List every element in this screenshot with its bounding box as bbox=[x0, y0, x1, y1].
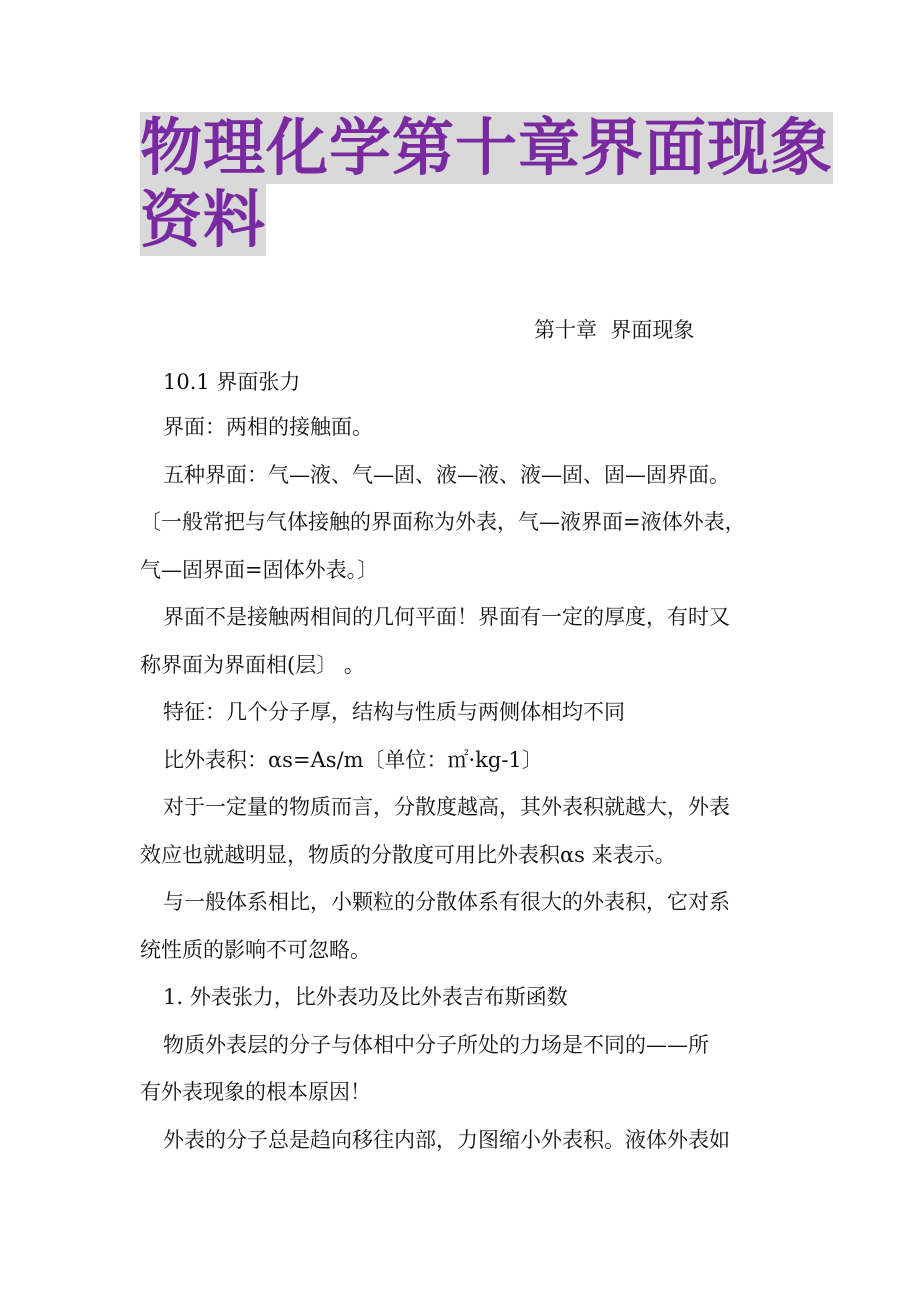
chapter-heading: 第十章 界面现象 bbox=[534, 318, 695, 342]
subsection-heading: 1. 外表张力，比外表功及比外表吉布斯函数 bbox=[163, 985, 568, 1009]
paragraph-line: 比外表积：αs=As/m〔单位：㎡·kg-1〕 bbox=[163, 748, 543, 772]
paragraph-line: 气—固界面=固体外表。〕 bbox=[140, 558, 379, 582]
document-title bbox=[140, 111, 834, 256]
paragraph-line: 对于一定量的物质而言，分散度越高，其外表积就越大，外表 bbox=[163, 795, 730, 819]
paragraph-line: 称界面为界面相(层〕 。 bbox=[140, 653, 365, 677]
paragraph-line: 界面：两相的接触面。 bbox=[163, 415, 373, 439]
paragraph-line: 统性质的影响不可忽略。 bbox=[140, 938, 371, 962]
paragraph-line: 特征：几个分子厚，结构与性质与两侧体相均不同 bbox=[163, 700, 625, 724]
title-line-2: 资料 bbox=[140, 183, 267, 256]
paragraph-line: 五种界面：气—液、气—固、液—液、液—固、固—固界面。 bbox=[163, 463, 730, 487]
paragraph-line: 有外表现象的根本原因！ bbox=[140, 1080, 371, 1104]
paragraph-line: 外表的分子总是趋向移往内部，力图缩小外表积。液体外表如 bbox=[163, 1128, 730, 1152]
paragraph-line: 〔一般常把与气体接触的界面称为外表，气—液界面=液体外表， bbox=[140, 510, 746, 534]
title-line-1: 物理化学第十章界面现象 bbox=[140, 111, 834, 184]
paragraph-line: 物质外表层的分子与体相中分子所处的力场是不同的——所 bbox=[163, 1033, 709, 1057]
section-heading: 10.1 界面张力 bbox=[163, 370, 301, 394]
paragraph-line: 界面不是接触两相间的几何平面！界面有一定的厚度，有时又 bbox=[163, 605, 730, 629]
paragraph-line: 与一般体系相比，小颗粒的分散体系有很大的外表积，它对系 bbox=[163, 890, 730, 914]
paragraph-line: 效应也就越明显，物质的分散度可用比外表积αs 来表示。 bbox=[140, 843, 676, 867]
